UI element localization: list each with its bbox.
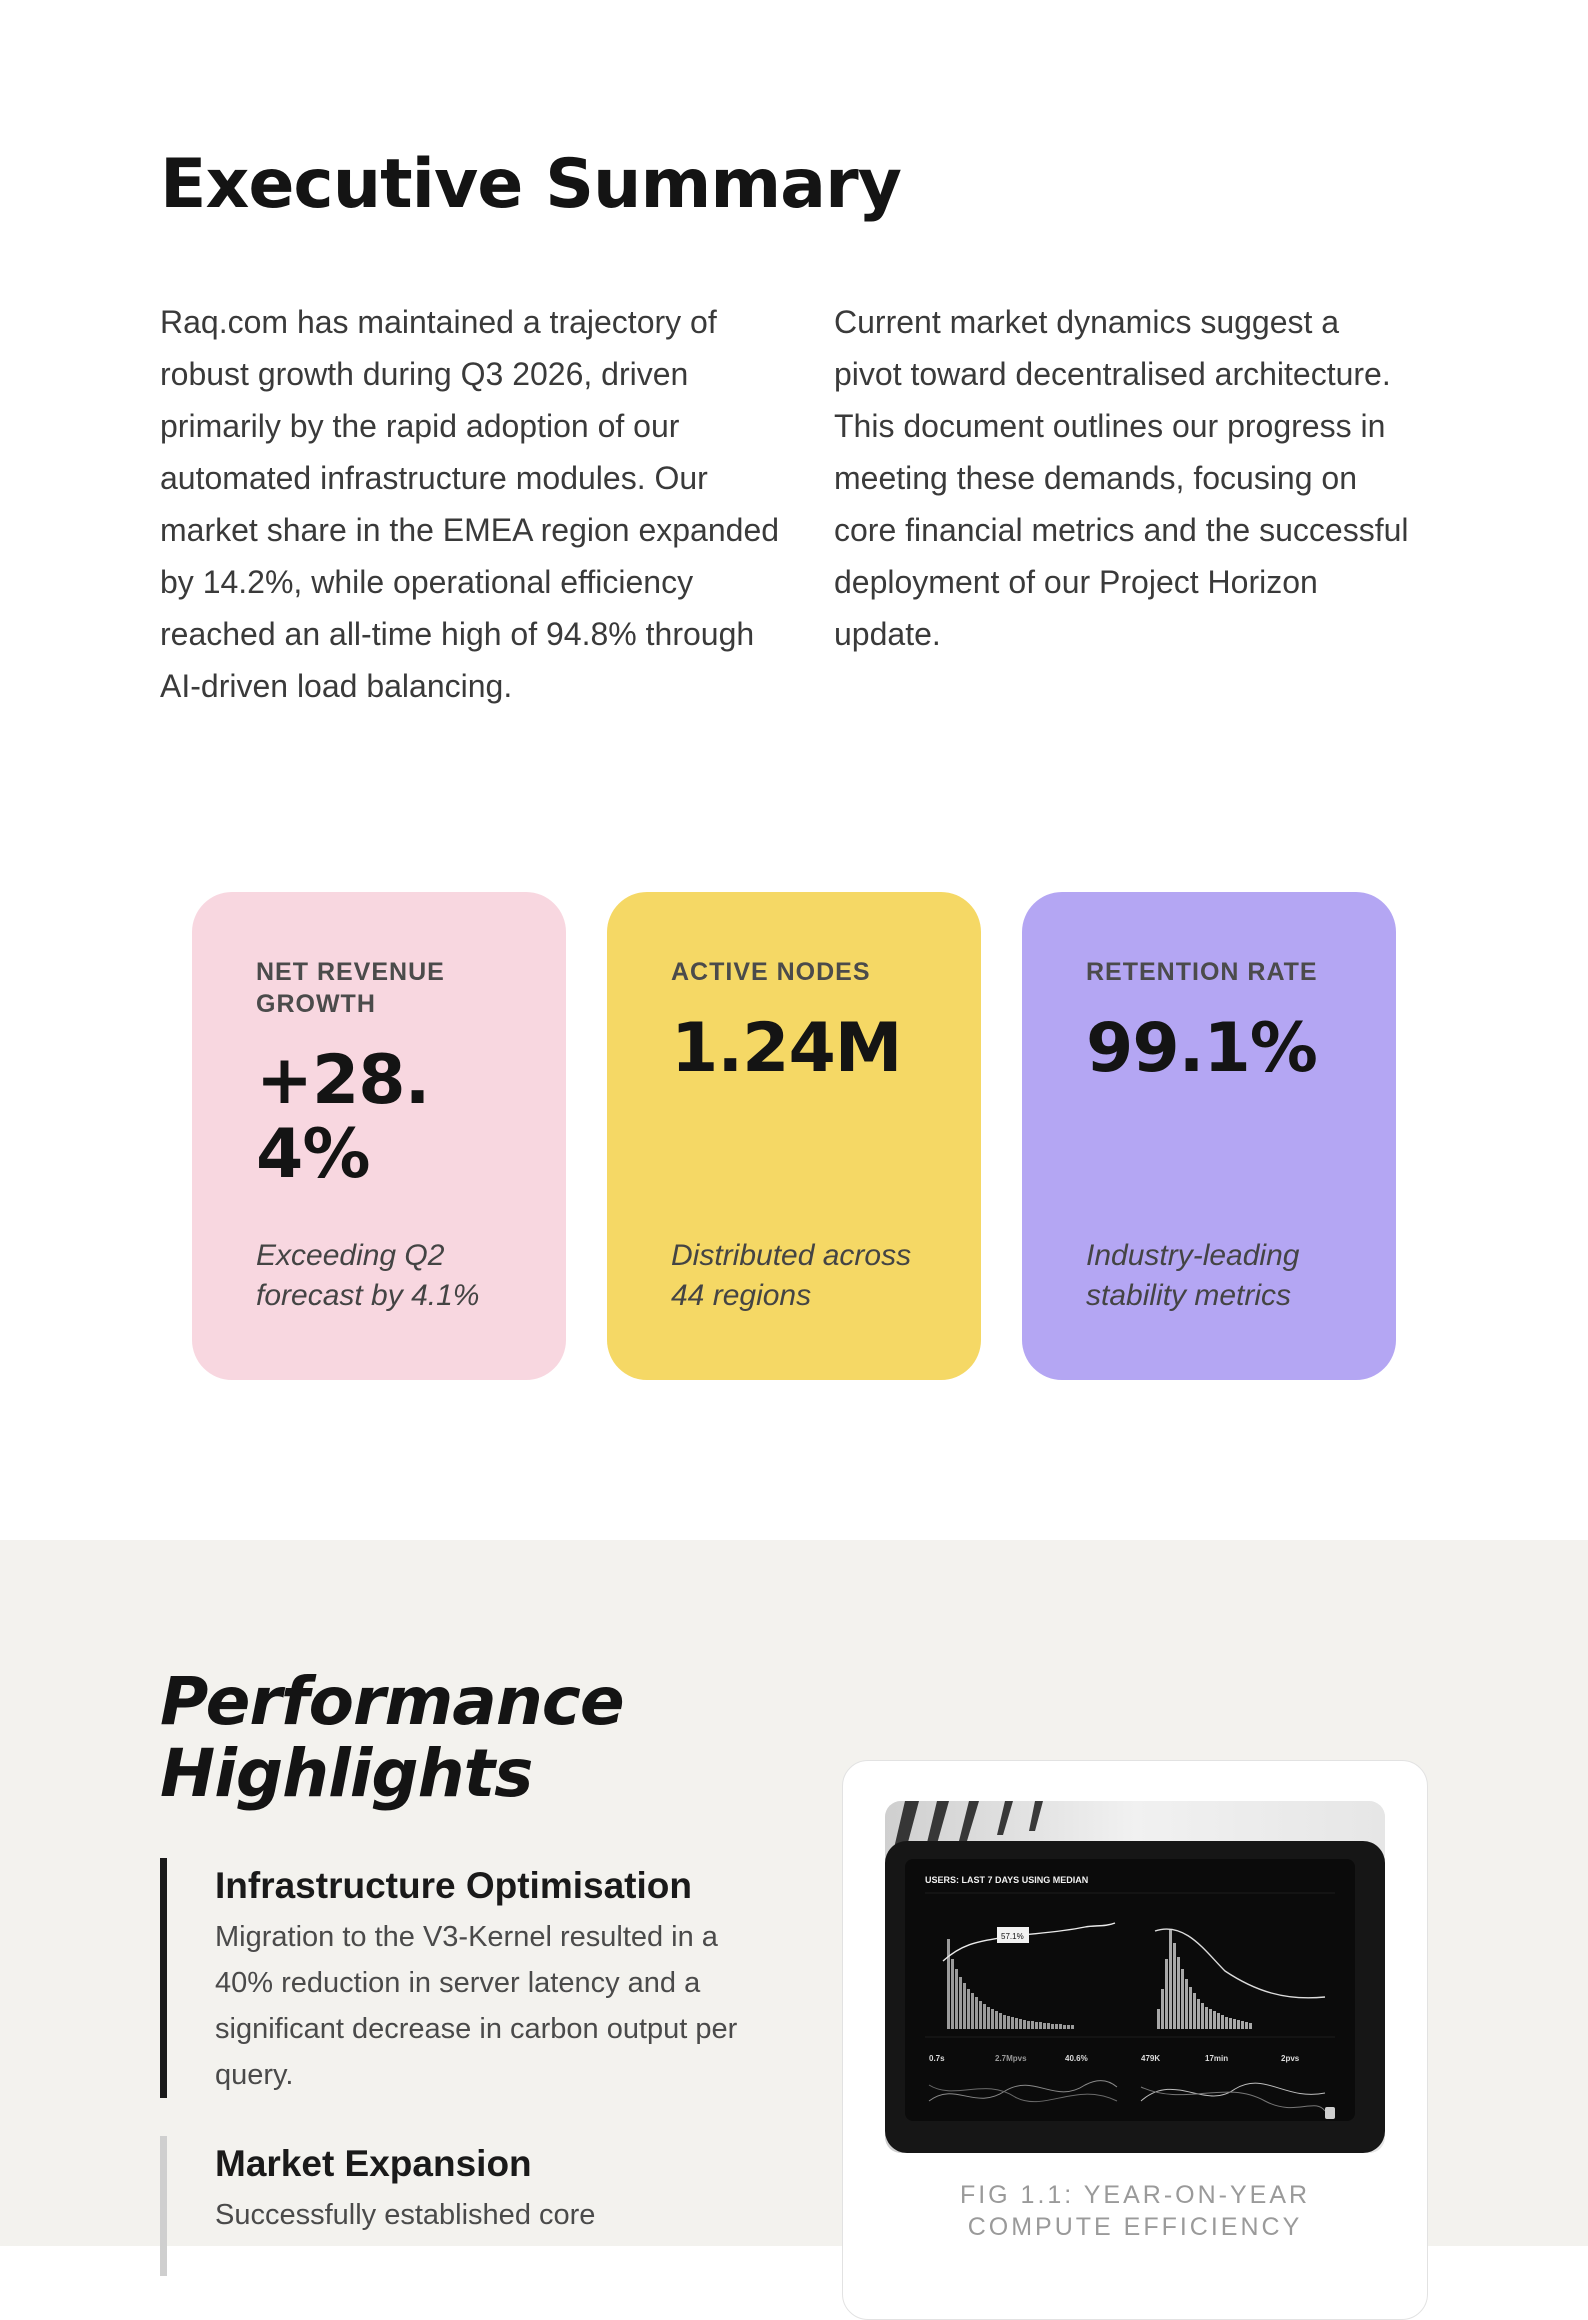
performance-highlights-title: Performance Highlights	[160, 1663, 624, 1812]
dashboard-bar	[1047, 2023, 1050, 2029]
metric-value: 99.1%	[1086, 1009, 1317, 1088]
dashboard-bar	[1071, 2025, 1074, 2029]
dashboard-bar	[1161, 1989, 1164, 2029]
dashboard-bar	[1225, 2017, 1228, 2029]
dashboard-stat: 2.7Mpvs	[995, 2054, 1027, 2063]
dashboard-bar	[991, 2009, 994, 2029]
dashboard-bar	[1201, 2003, 1204, 2029]
figure-dashboard-photo	[885, 1801, 1385, 2153]
dashboard-bar	[1169, 1929, 1172, 2029]
dashboard-bar	[975, 1997, 978, 2029]
dashboard-bar	[1189, 1987, 1192, 2029]
dashboard-bar	[963, 1983, 966, 2029]
dashboard-stat: 17min	[1205, 2054, 1229, 2063]
dashboard-bar	[979, 2001, 982, 2029]
dashboard-bar	[1221, 2015, 1224, 2029]
dashboard-bar	[1003, 2015, 1006, 2029]
highlight-infrastructure	[160, 1858, 760, 2098]
dashboard-stat: 479K	[1141, 2054, 1161, 2063]
dashboard-bar	[951, 1959, 954, 2029]
intro-paragraph-left: Raq.com has maintained a trajectory of robust growth during Q3 2026, driven primarily by the rapid adoption of our automated infrastructure modules. Our market share in the EMEA region expanded by 14.2%, while operational efficiency reached an all-time high of 94.8% through AI-driven load balancing.	[160, 304, 780, 704]
metric-value: 1.24M	[671, 1009, 902, 1088]
dashboard-bar	[1063, 2025, 1066, 2029]
dashboard-bar	[1039, 2022, 1042, 2029]
metric-note: Industry-leading stability metrics	[1086, 1239, 1300, 1312]
dashboard-bar	[1031, 2021, 1034, 2029]
dashboard-bar	[1185, 1979, 1188, 2029]
metric-note: Distributed across 44 regions	[671, 1239, 912, 1312]
dashboard-bar	[1165, 1959, 1168, 2029]
metric-card-nodes	[607, 892, 981, 1380]
dashboard-bar	[1245, 2022, 1248, 2029]
figure-card	[842, 1760, 1428, 2320]
dashboard-bar	[983, 2004, 986, 2029]
dashboard-bar	[1177, 1957, 1180, 2029]
dashboard-stat: 2pvs	[1281, 2054, 1300, 2063]
dashboard-stat: 0.7s	[929, 2054, 945, 2063]
dashboard-bar	[947, 1939, 950, 2029]
dashboard-bar	[1209, 2009, 1212, 2029]
dashboard-bar	[1237, 2020, 1240, 2029]
highlight-market-expansion	[160, 2136, 760, 2276]
intro-paragraph-right: Current market dynamics suggest a pivot toward decentralised architecture. This document outlines our progress in meeting these demands, focusing on core financial metrics and the successful deployment of our Project Horizon update.	[834, 304, 1409, 652]
metric-card-revenue	[192, 892, 566, 1380]
dashboard-bar	[1055, 2024, 1058, 2029]
highlight-text: Migration to the V3-Kernel resulted in a 40% reduction in server latency and a significant decrease in carbon output per query.	[215, 1921, 738, 2091]
highlight-title: Infrastructure Optimisation	[215, 1865, 692, 1906]
metric-note: Exceeding Q2 forecast by 4.1%	[256, 1239, 480, 1312]
dashboard-bar	[1043, 2023, 1046, 2029]
metric-label: ACTIVE NODES	[671, 958, 871, 986]
dashboard-bar	[955, 1969, 958, 2029]
dashboard-bar	[995, 2011, 998, 2029]
dashboard-bar	[1197, 1999, 1200, 2029]
dashboard-bar	[1067, 2025, 1070, 2029]
dashboard-bar	[1019, 2019, 1022, 2029]
dashboard-bar	[1007, 2016, 1010, 2029]
dashboard-bar	[971, 1993, 974, 2029]
metric-label: RETENTION RATE	[1086, 958, 1318, 986]
dashboard-bar	[1011, 2017, 1014, 2029]
dashboard-bar	[1193, 1993, 1196, 2029]
dashboard-bar	[1015, 2018, 1018, 2029]
dashboard-bar	[1217, 2013, 1220, 2029]
dashboard-tooltip: 57.1%	[1001, 1932, 1024, 1941]
dashboard-bar	[1249, 2023, 1252, 2029]
dashboard-bar	[1213, 2011, 1216, 2029]
metric-label: NET REVENUE GROWTH	[256, 958, 445, 1018]
dashboard-bar	[1023, 2020, 1026, 2029]
dashboard-bar	[1027, 2021, 1030, 2029]
executive-summary-title: Executive Summary	[160, 145, 901, 224]
figure-caption: FIG 1.1: YEAR-ON-YEAR COMPUTE EFFICIENCY	[959, 2181, 1311, 2241]
dashboard-bar	[967, 1989, 970, 2029]
dashboard-bar	[1035, 2022, 1038, 2029]
dashboard-bar	[1233, 2019, 1236, 2029]
dashboard-bar	[1229, 2018, 1232, 2029]
dashboard-bar	[1241, 2021, 1244, 2029]
dashboard-bar	[1205, 2007, 1208, 2029]
dashboard-bar	[1157, 2009, 1160, 2029]
metric-card-retention	[1022, 892, 1396, 1380]
highlight-text: Successfully established core	[215, 2199, 596, 2231]
dashboard-bar	[987, 2007, 990, 2029]
dashboard-bar	[959, 1977, 962, 2029]
dashboard-bar	[1059, 2024, 1062, 2029]
dashboard-bar	[1173, 1943, 1176, 2029]
dashboard-bar	[1051, 2024, 1054, 2029]
highlight-title: Market Expansion	[215, 2143, 532, 2184]
dashboard-bar	[1181, 1969, 1184, 2029]
dashboard-stat: 40.6%	[1065, 2054, 1088, 2063]
screen-header: USERS: LAST 7 DAYS USING MEDIAN	[925, 1875, 1089, 1885]
metric-value: +28.4%	[256, 1041, 430, 1194]
dashboard-bar	[999, 2013, 1002, 2029]
